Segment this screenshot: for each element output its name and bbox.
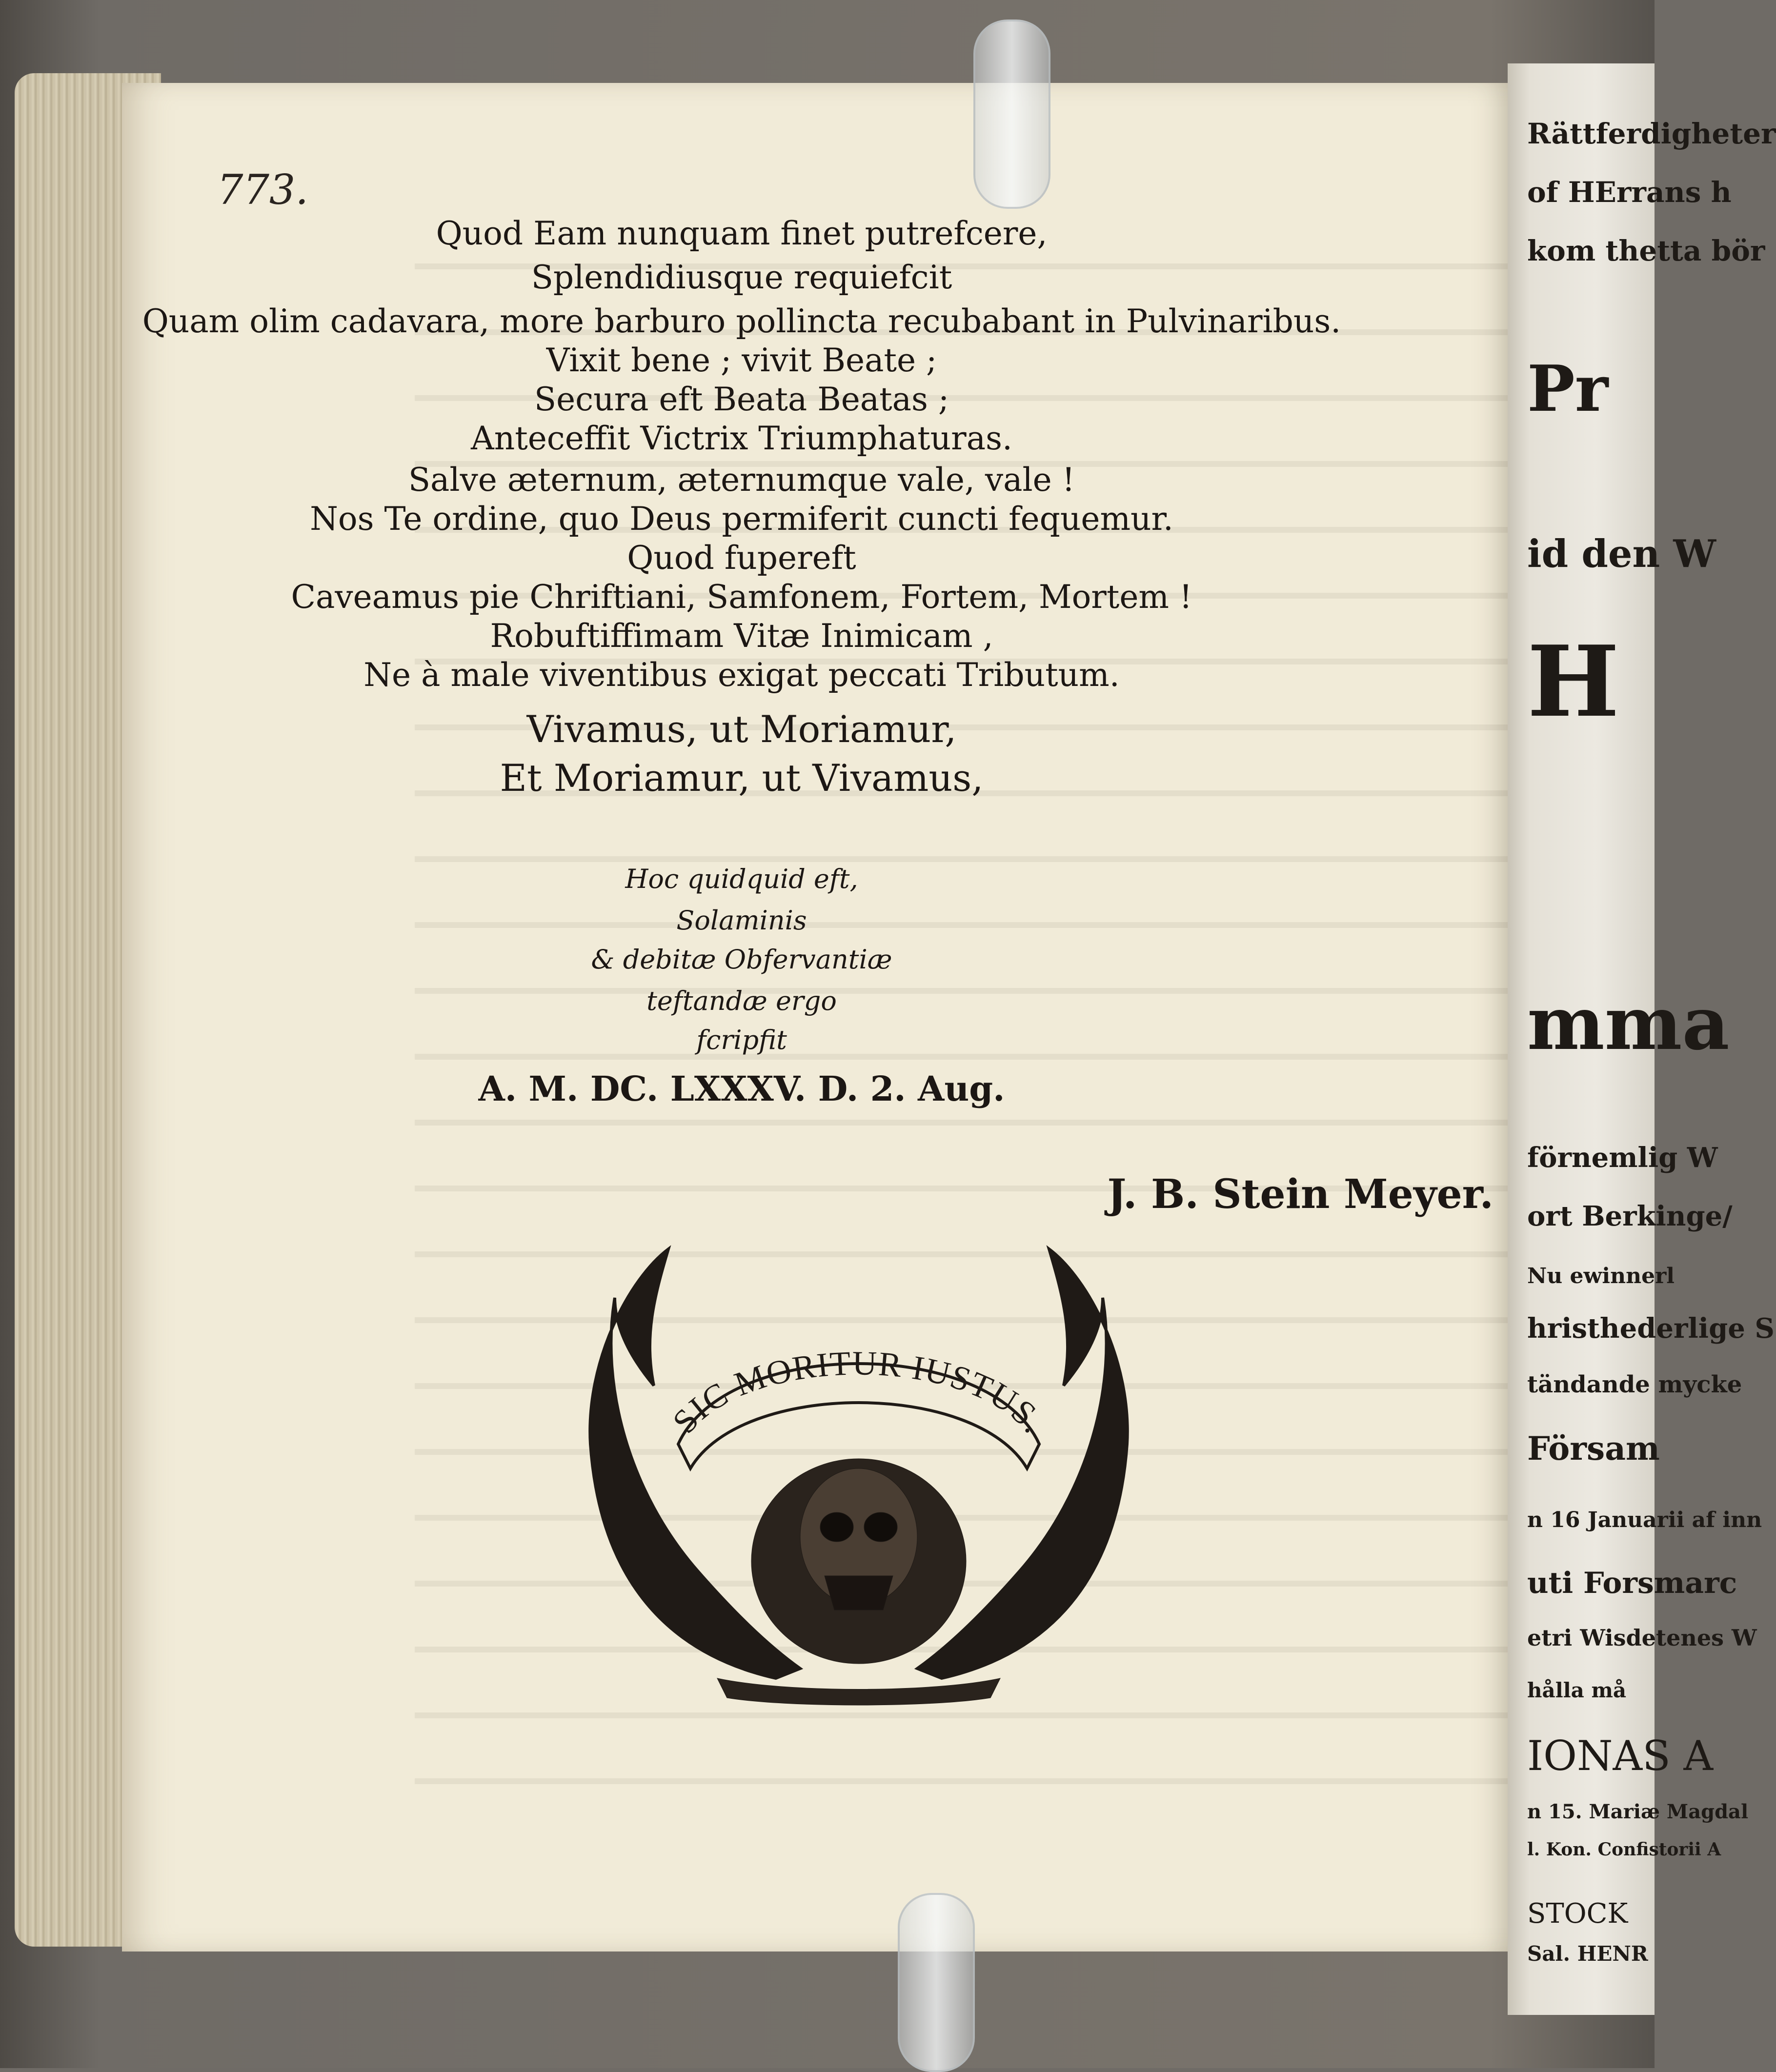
- facing-page-fragment: hristhederlige S: [1527, 1312, 1775, 1345]
- facing-page-fragment: ort Berkinge/: [1527, 1200, 1733, 1232]
- facing-page: [1508, 63, 1776, 2015]
- facing-page-fragment: STOCK: [1527, 1898, 1628, 1930]
- dedication-line: Hoc quidquid eft,: [625, 864, 858, 894]
- dedication-line: & debitæ Obfervantiæ: [591, 944, 892, 975]
- poem-line: Salve æternum, æternumque vale, vale !: [408, 461, 1075, 499]
- facing-page-fragment: n 15. Mariæ Magdal: [1527, 1800, 1749, 1823]
- facing-page-fragment: IONAS A: [1527, 1732, 1714, 1780]
- facing-page-fragment: id den W: [1527, 532, 1716, 576]
- poem-line: Ne à male viventibus exigat peccati Tributum.: [363, 656, 1120, 694]
- facing-page-fragment: hålla må: [1527, 1678, 1627, 1702]
- emblem-motto: SIC MORITUR IUSTUS.: [666, 1345, 1053, 1441]
- facing-page-fragment: Nu ewinnerl: [1527, 1264, 1675, 1288]
- page-clip-top: [973, 20, 1050, 209]
- poem-line: Splendidiusque requiefcit: [531, 259, 952, 296]
- facing-page-fragment: etri Wisdetenes W: [1527, 1625, 1757, 1651]
- facing-page-fragment: uti Forsmarc: [1527, 1566, 1737, 1600]
- facing-page-fragment: n 16 Januarii af inn: [1527, 1508, 1762, 1532]
- author-signature: J. B. Stein Meyer.: [1107, 1171, 1493, 1218]
- dedication-line: fcripfit: [696, 1025, 787, 1055]
- page-clip-bottom: [898, 1893, 975, 2072]
- page-number: 773.: [217, 166, 309, 214]
- facing-page-fragment: tändande mycke: [1527, 1371, 1742, 1398]
- facing-page-fragment: mma: [1527, 981, 1730, 1066]
- facing-page-fragment: förnemlig W: [1527, 1142, 1718, 1174]
- poem-line: Quod Eam nunquam finet putrefcere,: [436, 215, 1048, 252]
- poem-line: Quod fupereft: [627, 539, 856, 577]
- poem-line: Et Moriamur, ut Vivamus,: [500, 756, 984, 800]
- facing-page-fragment: of HErrans h: [1527, 176, 1732, 209]
- facing-page-fragment: Pr: [1527, 351, 1609, 426]
- poem-line: Vivamus, ut Moriamur,: [526, 707, 957, 751]
- facing-page-fragment: Försam: [1527, 1429, 1660, 1468]
- facing-page-fragment: Sal. HENR: [1527, 1942, 1648, 1966]
- poem-line: Nos Te ordine, quo Deus permiferit cuncti fequemur.: [310, 500, 1173, 538]
- facing-page-fragment: H: [1527, 624, 1619, 739]
- poem-line: Anteceffit Victrix Triumphaturas.: [471, 420, 1012, 457]
- facing-page-fragment: kom thetta bör: [1527, 234, 1765, 267]
- poem-line: Vixit bene ; vivit Beate ;: [546, 342, 937, 379]
- facing-page-fragment: l. Kon. Confistorii A: [1527, 1839, 1721, 1860]
- dedication-line: Solaminis: [676, 905, 807, 936]
- poem-line: Caveamus pie Chriftiani, Samfonem, Fortem, Mortem !: [291, 578, 1192, 616]
- poem-line: Quam olim cadavara, more barburo pollincta recubabant in Pulvinaribus.: [142, 302, 1341, 340]
- poem-line: Robuftiffimam Vitæ Inimicam ,: [490, 617, 993, 655]
- date-line: A. M. DC. LXXXV. D. 2. Aug.: [478, 1068, 1005, 1109]
- dedication-line: teftandæ ergo: [646, 986, 837, 1016]
- facing-page-fragment: Rättferdigheter: [1527, 117, 1776, 150]
- emblem-woodcut: [571, 1239, 1147, 1708]
- poem-line: Secura eft Beata Beatas ;: [534, 381, 949, 418]
- text-block: [122, 0, 1508, 2068]
